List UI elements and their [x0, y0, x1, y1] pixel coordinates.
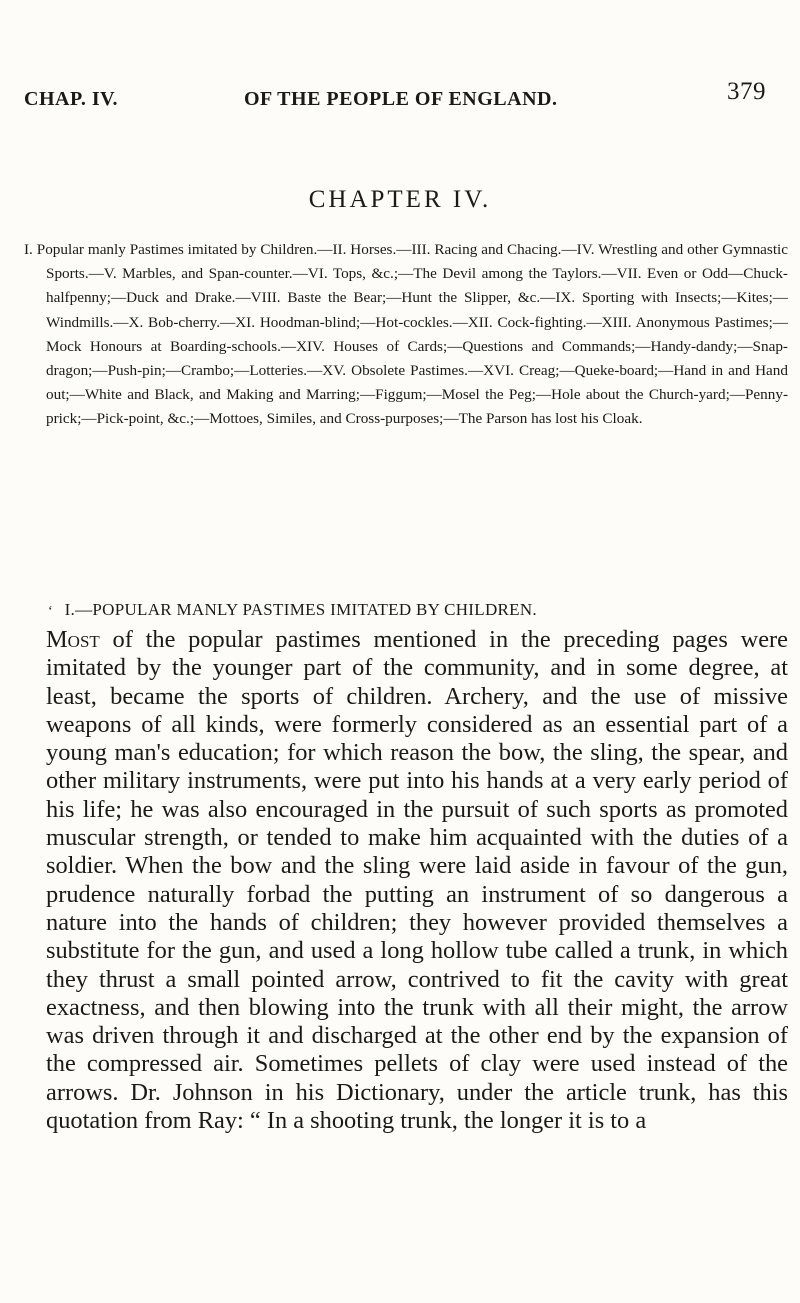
running-title: OF THE PEOPLE OF ENGLAND. [244, 88, 558, 110]
body-paragraph [46, 626, 788, 1135]
drop-word: Most [46, 626, 100, 653]
chapter-title: CHAPTER IV. [308, 186, 492, 213]
page-number: 379 [727, 78, 766, 105]
chapter-summary [24, 238, 788, 432]
chapter-summary-text: I. Popular manly Pastimes imitated by Children.—II. Horses.—III. Racing and Chacing.—IV. Wrestling and other Gymnastic Sports.—V. Marbles, and Span-counter.—VI. Tops, &c.;—The Devil among the Taylors.—VII. Even or Odd—Chuck-halfpenny;—Duck and Drake.—VIII. Baste the Bear;—Hunt the Slipper, &c.—IX. Sporting with Insects;—Kites;—Windmills.—X. Bob-cherry.—XI. Hoodman-blind;—Hot-cockles.—XII. Cock-fighting.—XIII. Anonymous Pastimes;—Mock Honours at Boarding-schools.—XIV. Houses of Cards;—Questions and Commands;—Handy-dandy;—Snap-dragon;—Push-pin;—Crambo;—Lotteries.—XV. Obsolete Pastimes.—XVI. Creag;—Queke-board;—Hand in and Hand out;—White and Black, and Making and Marring;—Figgum;—Mosel the Peg;—Hole about the Church-yard;—Penny-prick;—Pick-point, &c.;—Mottoes, Similes, and Cross-purposes;—The Parson has lost his Cloak. [24, 241, 788, 428]
section-heading [48, 600, 788, 620]
margin-mark-icon: ‘ [48, 604, 53, 619]
section-heading-text: I.—POPULAR MANLY PASTIMES IMITATED BY CHILDREN. [64, 600, 537, 619]
chapter-marker: CHAP. IV. [24, 88, 118, 110]
running-header [24, 78, 766, 118]
body-paragraph-text: of the popular pastimes mentioned in the preceding pages were imitated by the younger part of the community, and in some degree, at least, became the sports of children. Archery, and the use of missive weapons of all kinds, were formerly considered as an essential part of a young man's education; for which reason the bow, the sling, the spear, and other military instruments, were put into his hands at a very early period of his life; he was also encouraged in the pursuit of such sports as promoted muscular strength, or tended to make him acquainted with the duties of a soldier. When the bow and the sling were laid aside in favour of the gun, prudence naturally forbad the putting an instrument of so dangerous a nature into the hands of children; they however provided themselves a substitute for the gun, and used a long hollow tube called a trunk, in which they thrust a small pointed arrow, contrived to fit the cavity with great exactness, and then blowing into the trunk with all their might, the arrow was driven through it and discharged at the other end by the expansion of the compressed air. Sometimes pellets of clay were used instead of the arrows. Dr. Johnson in his Dictionary, under the article trunk, has this quotation from Ray: “ In a shooting trunk, the longer it is to a [46, 626, 788, 1135]
body-text [46, 626, 788, 1135]
